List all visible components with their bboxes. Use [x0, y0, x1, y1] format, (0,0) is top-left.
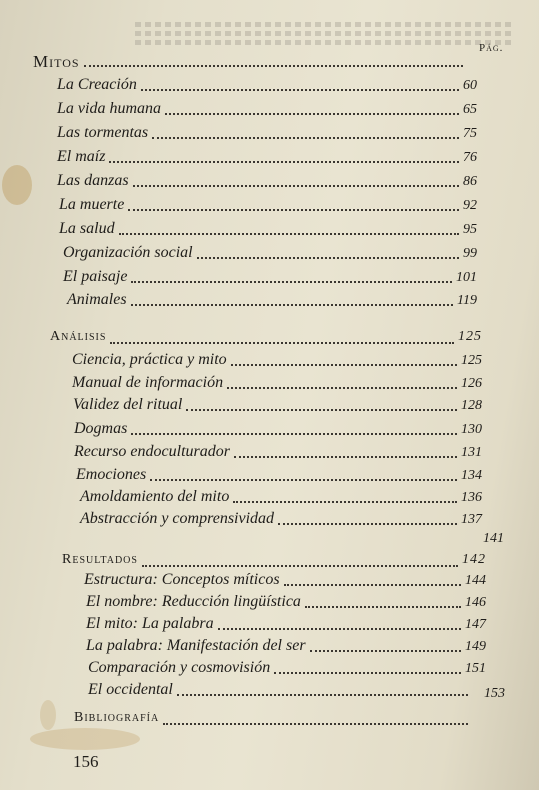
page-number: 156 [73, 752, 99, 771]
leader-dots [141, 88, 459, 91]
leader-dots [142, 564, 458, 567]
entry-title: Manual de información [72, 374, 224, 391]
toc-entry [88, 681, 472, 701]
entry-page: 134 [461, 468, 482, 483]
toc-entry [80, 488, 482, 508]
entry-page: 144 [465, 573, 486, 588]
leader-dots [284, 583, 461, 586]
toc-entry [76, 466, 482, 486]
leader-dots [110, 341, 454, 344]
leader-dots [84, 64, 463, 67]
toc-entry [67, 291, 477, 311]
entry-page: 128 [461, 398, 482, 413]
entry-title: Ciencia, práctica y mito [72, 351, 227, 368]
leader-dots [152, 136, 459, 139]
leader-dots [278, 522, 457, 525]
section-title: Resultados [62, 552, 138, 567]
entry-title: Dogmas [74, 420, 128, 437]
leader-dots [274, 671, 461, 674]
toc-entry [86, 637, 486, 657]
stray-page-number: 153 [484, 686, 505, 701]
leader-dots [177, 693, 468, 696]
section-heading-mitos [33, 52, 467, 72]
leader-dots [197, 256, 459, 259]
entry-page: 99 [463, 246, 477, 261]
section-page: 142 [462, 552, 486, 567]
page-column-label: Pág. [479, 42, 504, 54]
entry-title: El mito: La palabra [86, 615, 214, 632]
entry-title: Estructura: Conceptos míticos [84, 571, 280, 588]
entry-title: Emociones [76, 466, 147, 483]
entry-page: 130 [461, 422, 482, 437]
entry-title: Abstracción y comprensividad [80, 510, 275, 527]
leader-dots [133, 184, 459, 187]
entry-title: La vida humana [57, 100, 161, 117]
toc-entry [86, 593, 486, 613]
leader-dots [131, 280, 452, 283]
entry-title: Amoldamiento del mito [80, 488, 230, 505]
entry-page: 86 [463, 174, 477, 189]
entry-title: Recurso endoculturador [74, 443, 230, 460]
toc-entry [57, 100, 477, 120]
entry-title: La palabra: Manifestación del ser [86, 637, 306, 654]
toc-entry [84, 571, 486, 591]
toc-entry [57, 76, 477, 96]
entry-page: 146 [465, 595, 486, 610]
section-title: Bibliografía [74, 710, 160, 725]
toc-entry [59, 196, 477, 216]
entry-title: Las danzas [57, 172, 129, 189]
entry-page: 125 [461, 353, 482, 368]
section-title: Mitos [33, 52, 80, 71]
toc-entry [88, 659, 486, 679]
toc-entry [57, 124, 477, 144]
toc-entry [72, 351, 482, 371]
leader-dots [305, 605, 461, 608]
leader-dots [119, 232, 459, 235]
stain [40, 700, 56, 730]
section-title: Análisis [50, 329, 107, 344]
leader-dots [234, 455, 457, 458]
entry-page: 126 [461, 376, 482, 391]
leader-dots [163, 722, 468, 725]
toc-entry [74, 443, 482, 463]
leader-dots [233, 500, 457, 503]
toc-entry [74, 420, 482, 440]
leader-dots [109, 160, 459, 163]
leader-dots [150, 478, 457, 481]
leader-dots [131, 303, 453, 306]
entry-page: 92 [463, 198, 477, 213]
entry-page: 65 [463, 102, 477, 117]
entry-title: Organización social [63, 244, 193, 261]
entry-page: 75 [463, 126, 477, 141]
section-page: 125 [458, 329, 482, 344]
entry-title: Las tormentas [57, 124, 149, 141]
entry-title: El occidental [88, 681, 173, 698]
entry-page: 60 [463, 78, 477, 93]
stain [2, 165, 32, 205]
entry-page: 151 [465, 661, 486, 676]
leader-dots [186, 408, 457, 411]
entry-title: Animales [67, 291, 127, 308]
entry-title: El nombre: Reducción lingüística [86, 593, 301, 610]
entry-page: 95 [463, 222, 477, 237]
toc-entry [72, 374, 482, 394]
entry-page: 147 [465, 617, 486, 632]
entry-title: La Creación [57, 76, 137, 93]
entry-page: 131 [461, 445, 482, 460]
entry-title: El paisaje [63, 268, 128, 285]
stray-page-number: 141 [483, 531, 504, 546]
toc-entry [86, 615, 486, 635]
toc-entry [63, 268, 477, 288]
toc-entry [57, 172, 477, 192]
leader-dots [218, 627, 461, 630]
toc-entry [80, 510, 482, 530]
section-heading-analisis [50, 329, 482, 349]
stain [30, 728, 140, 750]
toc-entry [73, 396, 482, 416]
entry-page: 137 [461, 512, 482, 527]
leader-dots [131, 432, 457, 435]
entry-title: El maíz [57, 148, 106, 165]
section-heading-bibliografia [74, 710, 472, 730]
entry-title: Validez del ritual [73, 396, 183, 413]
leader-dots [227, 386, 457, 389]
leader-dots [128, 208, 459, 211]
entry-page: 136 [461, 490, 482, 505]
leader-dots [231, 363, 457, 366]
entry-page: 101 [456, 270, 477, 285]
section-heading-resultados [62, 552, 486, 572]
toc-entry [63, 244, 477, 264]
toc-entry [59, 220, 477, 240]
entry-page: 76 [463, 150, 477, 165]
leader-dots [310, 649, 461, 652]
leader-dots [165, 112, 459, 115]
entry-title: La muerte [59, 196, 125, 213]
entry-page: 149 [465, 639, 486, 654]
entry-title: La salud [59, 220, 115, 237]
toc-entry [57, 148, 477, 168]
entry-title: Comparación y cosmovisión [88, 659, 271, 676]
entry-page: 119 [457, 293, 477, 308]
